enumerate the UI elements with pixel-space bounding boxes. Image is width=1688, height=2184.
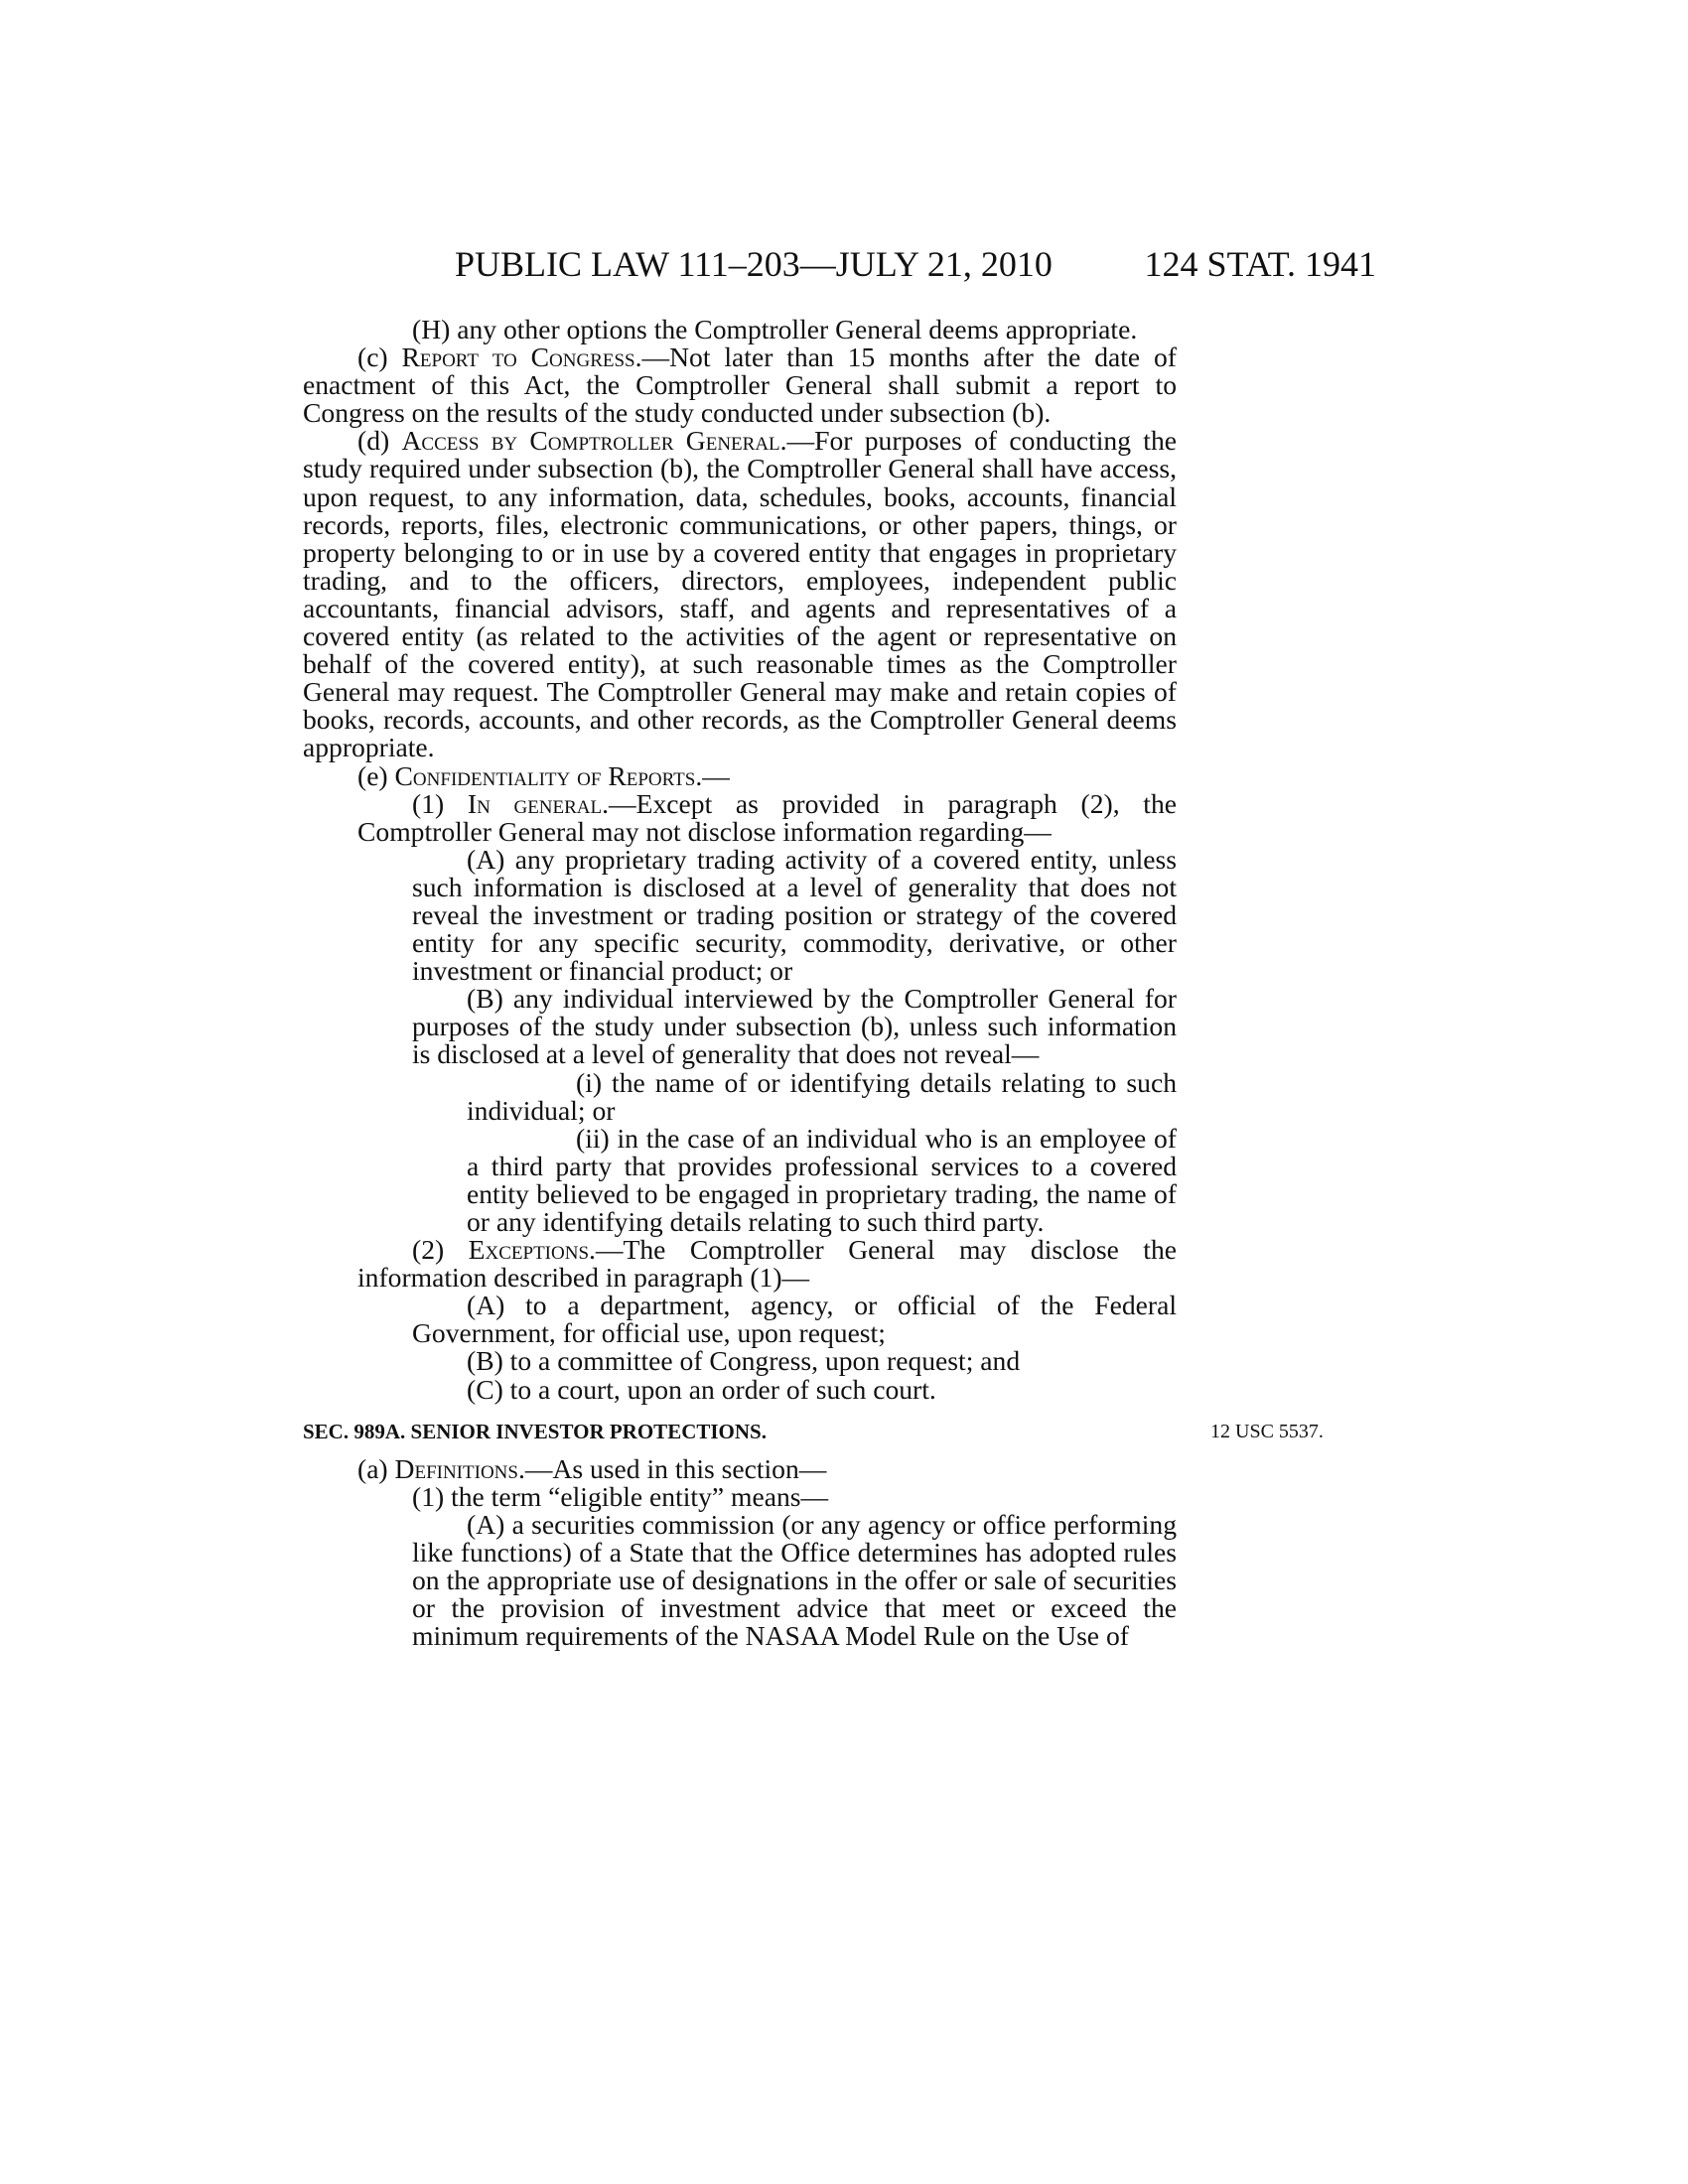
document-body bbox=[303, 316, 1177, 1650]
paragraph-sec-a: (a) Definitions.—As used in this section— bbox=[357, 1452, 827, 1484]
paragraph-e-1-B: (B) any individual interviewed by the Comptroller General for purposes of the study under subsection (b), unless such information is disclosed at a level of generality that does not reveal— bbox=[412, 983, 1177, 1070]
running-head-page: 124 STAT. 1941 bbox=[1144, 244, 1376, 284]
subsection-title: Confidentiality of Reports bbox=[394, 759, 696, 791]
paragraph-title: In general bbox=[467, 787, 603, 819]
subsection-title: Definitions bbox=[394, 1452, 518, 1484]
subsection-title: Access by Comptroller General bbox=[401, 425, 780, 457]
paragraph-e-2-A: (A) to a department, agency, or official of the Federal Government, for official use, upon request; bbox=[412, 1290, 1177, 1349]
paragraph-e-2-B: (B) to a committee of Congress, upon request; and bbox=[467, 1345, 1021, 1377]
paragraph-e-2: (2) Exceptions.—The Comptroller General may disclose the information described in paragraph (1)— bbox=[357, 1234, 1177, 1294]
paragraph-e-1-B-ii: (ii) in the case of an individual who is an employee of a third party that provides professional services to a covered entity believed to be engaged in proprietary trading, the name of or any identifying details relating to such third party. bbox=[467, 1122, 1177, 1237]
paragraph-e-1: (1) In general.—Except as provided in paragraph (2), the Comptroller General may not disclose information regarding— bbox=[357, 787, 1178, 847]
paragraph-b-H: (H) any other options the Comptroller General deems appropriate. bbox=[412, 314, 1138, 344]
paragraph-sec-a-1: (1) the term “eligible entity” means— bbox=[412, 1480, 829, 1512]
paragraph-e-1-B-i: (i) the name of or identifying details relating to such individual; or bbox=[467, 1066, 1177, 1126]
paragraph-e-2-C: (C) to a court, upon an order of such court. bbox=[467, 1373, 936, 1405]
subsection-title: Report to Congress bbox=[401, 341, 635, 373]
paragraph-d: (d) Access by Comptroller General.—For purposes of conducting the study required under subsection (b), the Comptroller General shall have access, upon request, to any information, data, schedules, books, accounts, financial records, reports, files, electronic communications, or other papers, things, or property belonging to or in use by a covered entity that engages in proprietary trading, and to the officers, directors, employees, independent public accountants, financial advisors, staff, and agents and representatives of a covered entity (as related to the activities of the agent or representative on behalf of the covered entity), at such reasonable times as the Comptroller General may request. The Comptroller General may make and retain copies of books, records, accounts, and other records, as the Comptroller General deems appropriate. bbox=[303, 425, 1178, 763]
paragraph-e: (e) Confidentiality of Reports.— bbox=[357, 759, 730, 791]
paragraph-title: Exceptions bbox=[468, 1234, 590, 1266]
paragraph-e-1-A: (A) any proprietary trading activity of a covered entity, unless such information is disclosed at a level of generality that does not reveal the investment or trading position or strategy of the covered entity for any specific security, commodity, derivative, or other investment or financial product; or bbox=[412, 843, 1177, 987]
running-head-title: PUBLIC LAW 111–203—JULY 21, 2010 bbox=[455, 244, 1053, 284]
paragraph-sec-a-1-A: (A) a securities commission (or any agency or office performing like functions) of a State that the Office determines has adopted rules on the appropriate use of designations in the offer or sale of securities or the provision of investment advice that meet or exceed the minimum requirements of the NASAA Model Rule on the Use of bbox=[412, 1508, 1177, 1652]
margin-note-usc: 12 USC 5537. bbox=[1210, 1420, 1324, 1442]
paragraph-c: (c) Report to Congress.—Not later than 15 months after the date of enactment of this Act, the Comptroller General shall submit a report to Congress on the results of the study conducted under subsection (b). bbox=[303, 341, 1177, 429]
section-heading: SEC. 989A. SENIOR INVESTOR PROTECTIONS. bbox=[303, 1419, 767, 1443]
